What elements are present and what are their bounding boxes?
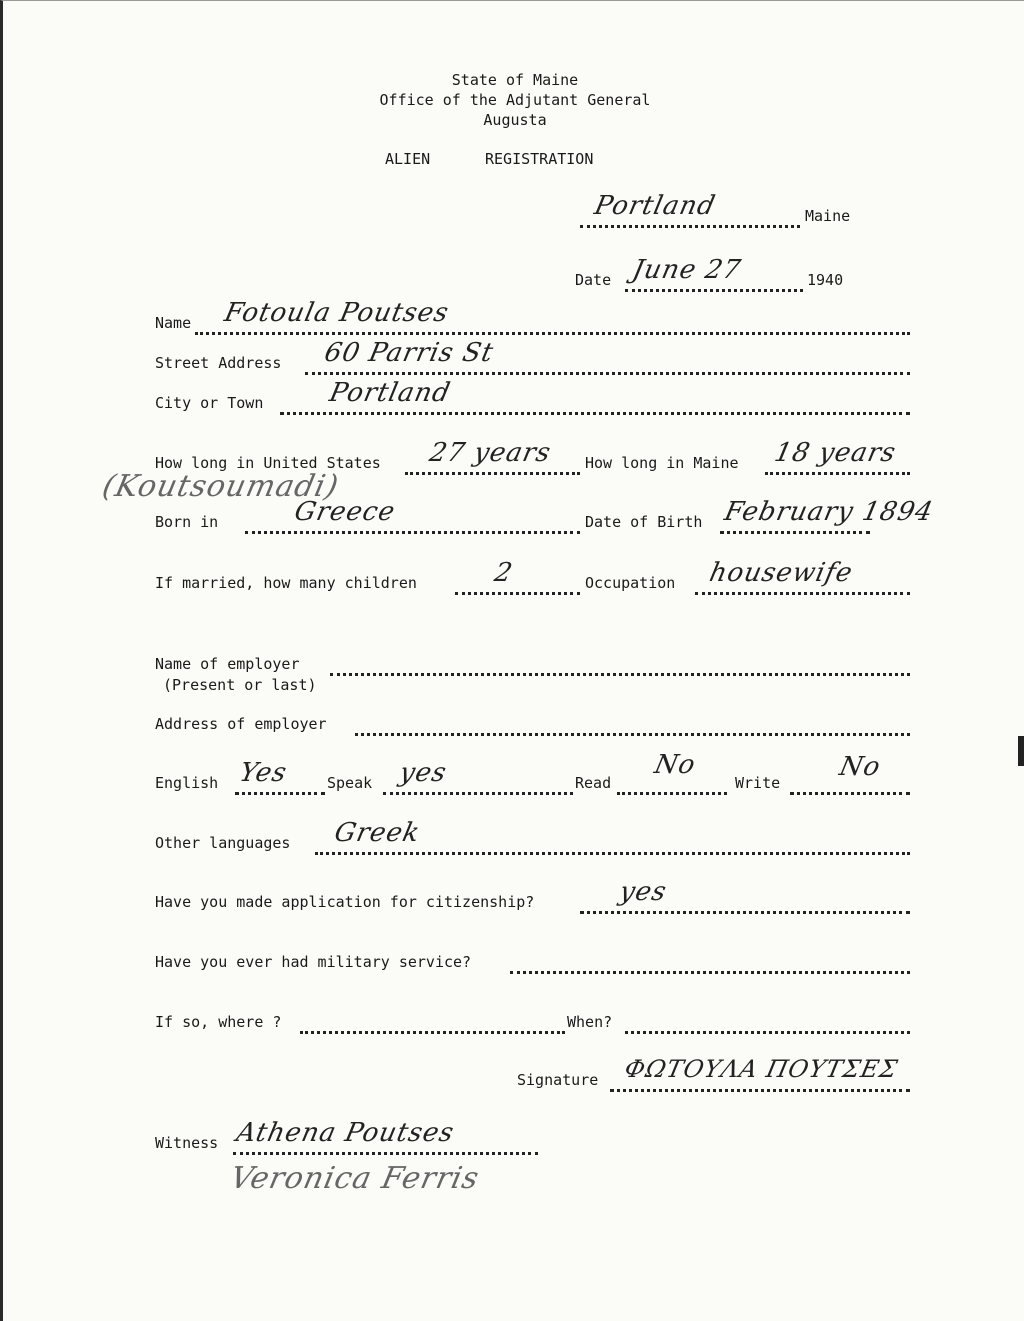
edge-mark bbox=[1018, 736, 1024, 766]
english-line bbox=[155, 750, 915, 798]
employer-address-label: Address of employer bbox=[155, 715, 327, 733]
maine-time-value: 18 years bbox=[771, 438, 899, 468]
name-value: Fotoula Poutses bbox=[221, 298, 452, 328]
other-languages-label: Other languages bbox=[155, 834, 291, 852]
maine-time-label: How long in Maine bbox=[585, 454, 739, 472]
write-label: Write bbox=[735, 774, 781, 792]
date-year: 1940 bbox=[807, 271, 844, 289]
speak-value: yes bbox=[396, 758, 450, 788]
citizenship-value: yes bbox=[616, 877, 670, 907]
born-value: Greece bbox=[291, 497, 399, 527]
citizenship-line bbox=[155, 877, 915, 917]
military-label: Have you ever had military service? bbox=[155, 953, 472, 971]
employer-sublabel: (Present or last) bbox=[163, 676, 317, 694]
read-value: No bbox=[651, 750, 699, 780]
header-city: Augusta bbox=[483, 111, 547, 129]
name-line bbox=[155, 298, 915, 338]
children-label: If married, how many children bbox=[155, 574, 417, 592]
read-label: Read bbox=[575, 774, 612, 792]
other-languages-value: Greek bbox=[331, 818, 423, 848]
place-line bbox=[155, 191, 915, 231]
dob-value: February 1894 bbox=[721, 497, 937, 527]
street-value: 60 Parris St bbox=[321, 338, 497, 368]
city-label: City or Town bbox=[155, 394, 264, 412]
header-alien: ALIEN bbox=[385, 150, 431, 168]
us-time-value: 27 years bbox=[426, 438, 554, 468]
witness-line bbox=[155, 1118, 915, 1158]
children-value: 2 bbox=[491, 558, 516, 588]
header-office: Office of the Adjutant General bbox=[379, 91, 651, 109]
signature-label: Signature bbox=[517, 1071, 599, 1089]
date-label: Date bbox=[575, 271, 612, 289]
header-state: State of Maine bbox=[451, 71, 579, 89]
street-label: Street Address bbox=[155, 354, 282, 372]
occupation-value: housewife bbox=[706, 558, 856, 588]
date-line bbox=[155, 255, 915, 295]
english-label: English bbox=[155, 774, 219, 792]
signature-value: ФΩΤΟΥΛΑ ΠΟΥΤΣΕΣ bbox=[622, 1055, 901, 1083]
maiden-name-note: (Koutsoumadi) bbox=[99, 469, 343, 504]
place-handwritten: Portland bbox=[591, 191, 719, 221]
citizenship-label: Have you made application for citizenship? bbox=[155, 893, 535, 911]
speak-label: Speak bbox=[327, 774, 373, 792]
employer-address-line bbox=[155, 715, 915, 739]
born-label: Born in bbox=[155, 513, 219, 531]
signature-line bbox=[155, 1055, 915, 1095]
city-line bbox=[155, 378, 915, 418]
witness-value-1: Athena Poutses bbox=[233, 1118, 457, 1148]
military-line bbox=[155, 953, 915, 977]
us-time-label: How long in United States bbox=[155, 454, 381, 472]
dob-label: Date of Birth bbox=[585, 513, 703, 531]
name-label: Name bbox=[155, 314, 192, 332]
where-when-line bbox=[155, 1013, 915, 1037]
where-label: If so, where ? bbox=[155, 1013, 282, 1031]
when-label: When? bbox=[567, 1013, 613, 1031]
witness-value-2: Veronica Ferris bbox=[227, 1161, 483, 1196]
date-handwritten: June 27 bbox=[629, 255, 744, 285]
street-line bbox=[155, 338, 915, 378]
born-line bbox=[155, 497, 937, 537]
other-languages-line bbox=[155, 818, 915, 858]
occupation-label: Occupation bbox=[585, 574, 676, 592]
header-registration: REGISTRATION bbox=[485, 150, 594, 168]
employer-label: Name of employer bbox=[155, 655, 300, 673]
witness-label: Witness bbox=[155, 1134, 219, 1152]
english-value: Yes bbox=[236, 758, 290, 788]
place-maine: Maine bbox=[805, 207, 851, 225]
city-value: Portland bbox=[326, 378, 454, 408]
children-line bbox=[155, 558, 915, 598]
write-value: No bbox=[836, 752, 884, 782]
